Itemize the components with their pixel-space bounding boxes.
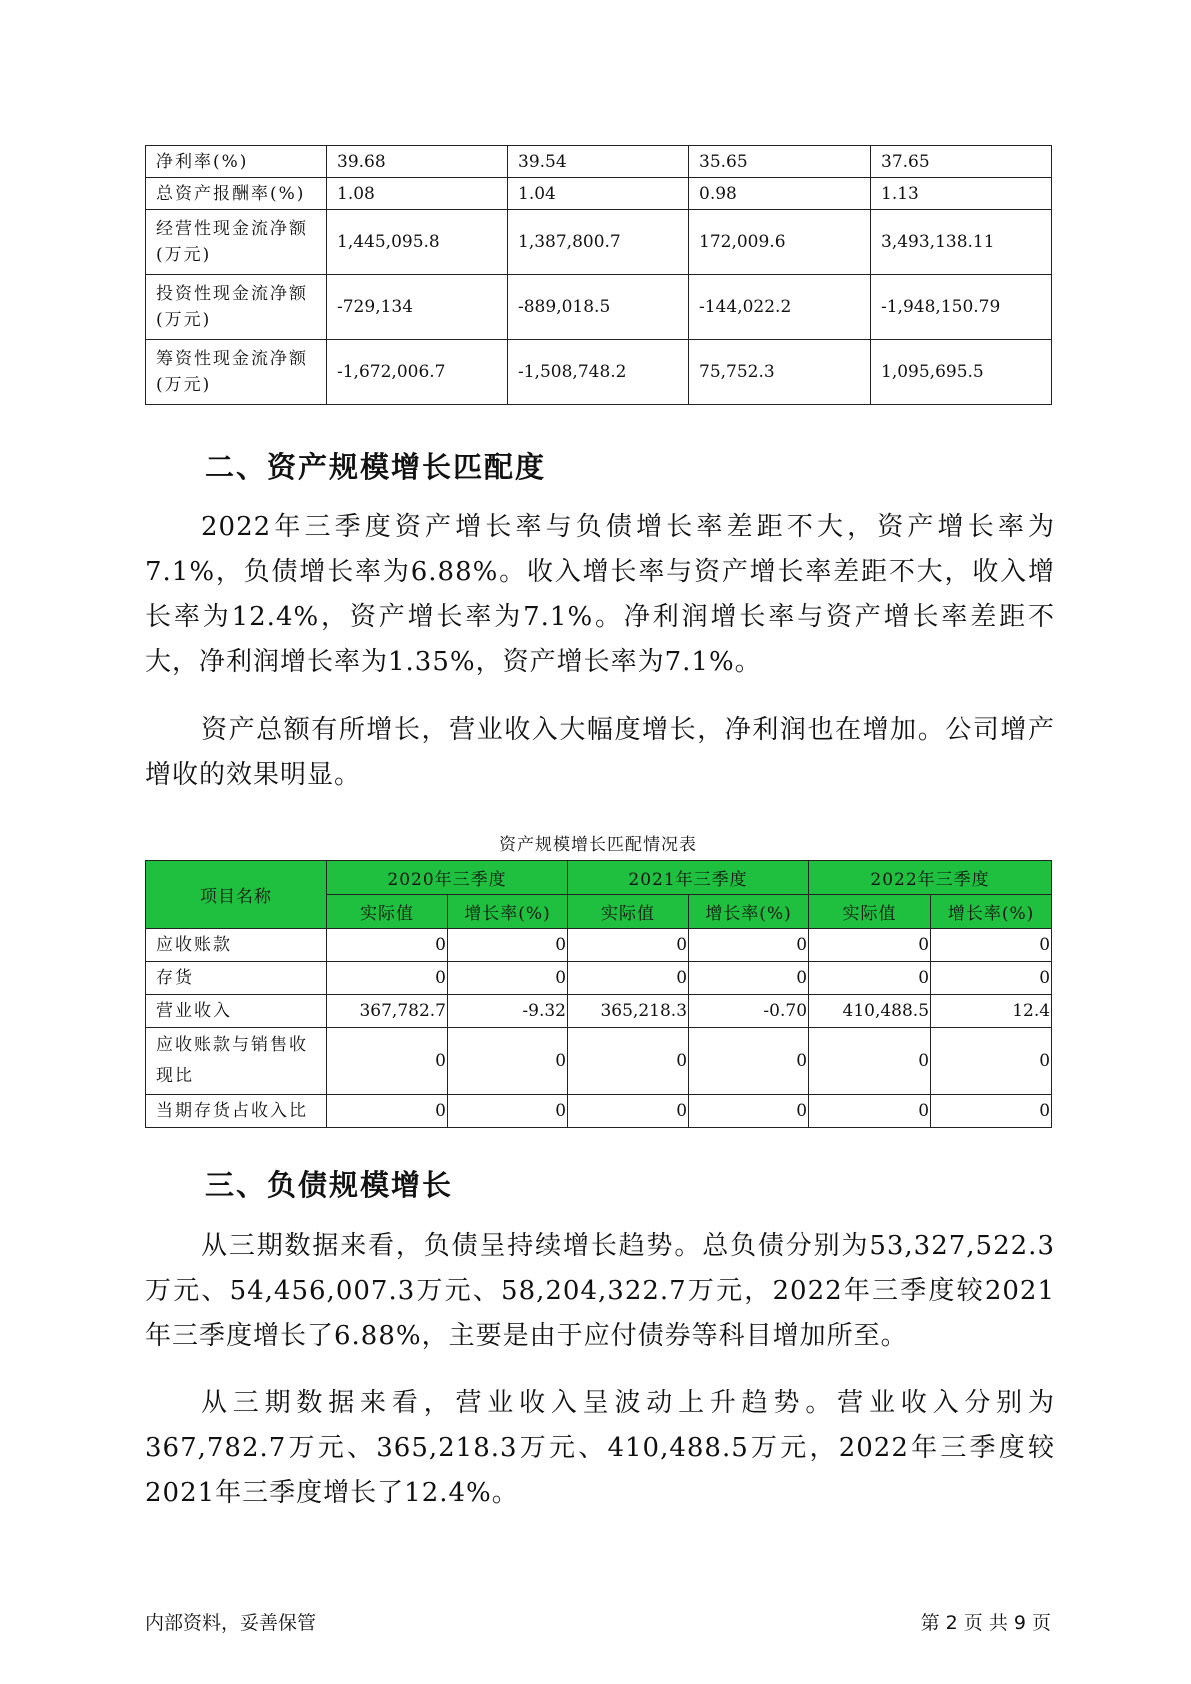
cell-value: 1.04 bbox=[508, 178, 689, 210]
footer-page-number: 第 2 页 共 9 页 bbox=[920, 1612, 1051, 1634]
row-name: 营业收入 bbox=[146, 995, 327, 1028]
cell-value: -9.32 bbox=[448, 995, 568, 1028]
header-growth: 增长率(%) bbox=[448, 895, 568, 929]
table-row bbox=[146, 1095, 1052, 1128]
cell-value: -1,508,748.2 bbox=[508, 340, 689, 405]
table-row bbox=[146, 178, 1052, 210]
row-label: 投资性现金流净额(万元) bbox=[146, 275, 327, 340]
cell-value: 0 bbox=[327, 1095, 448, 1128]
cell-value: 1,387,800.7 bbox=[508, 210, 689, 275]
header-period: 2022年三季度 bbox=[809, 861, 1052, 895]
cell-value: -0.70 bbox=[689, 995, 809, 1028]
table-row bbox=[146, 1028, 1052, 1095]
cell-value: 0 bbox=[568, 1095, 689, 1128]
row-label: 筹资性现金流净额(万元) bbox=[146, 340, 327, 405]
header-actual: 实际值 bbox=[809, 895, 931, 929]
financial-indicators-table bbox=[145, 145, 1052, 405]
header-actual: 实际值 bbox=[568, 895, 689, 929]
cell-value: 0 bbox=[327, 1028, 448, 1095]
header-growth: 增长率(%) bbox=[931, 895, 1052, 929]
cell-value: 0 bbox=[809, 929, 931, 962]
section3-heading: 三、负债规模增长 bbox=[205, 1168, 454, 1202]
cell-value: 172,009.6 bbox=[689, 210, 871, 275]
header-project-name: 项目名称 bbox=[146, 861, 327, 929]
section2-paragraph-1: 2022年三季度资产增长率与负债增长率差距不大，资产增长率为7.1%，负债增长率为6.88%。收入增长率与资产增长率差距不大，收入增长率为12.4%，资产增长率为7.1%。净利润增长率与资产增长率差距不大，净利润增长率为1.35%，资产增长率为7.1%。 bbox=[145, 512, 1055, 677]
header-period: 2020年三季度 bbox=[327, 861, 568, 895]
table-row bbox=[146, 962, 1052, 995]
cell-value: 39.68 bbox=[327, 146, 508, 178]
cell-value: 0 bbox=[931, 1095, 1052, 1128]
cell-value: 0 bbox=[448, 962, 568, 995]
cell-value: 0 bbox=[448, 929, 568, 962]
cell-value: 410,488.5 bbox=[809, 995, 931, 1028]
table-caption: 资产规模增长匹配情况表 bbox=[499, 835, 697, 855]
cell-value: 0 bbox=[689, 1028, 809, 1095]
cell-value: -1,948,150.79 bbox=[871, 275, 1052, 340]
cell-value: 0 bbox=[931, 1028, 1052, 1095]
row-name: 应收账款 bbox=[146, 929, 327, 962]
cell-value: 0 bbox=[809, 962, 931, 995]
table-row bbox=[146, 146, 1052, 178]
table-row bbox=[146, 995, 1052, 1028]
row-name: 应收账款与销售收现比 bbox=[146, 1028, 327, 1095]
section3-paragraph-2: 从三期数据来看，营业收入呈波动上升趋势。营业收入分别为367,782.7万元、365,218.3万元、410,488.5万元，2022年三季度较2021年三季度增长了12.4%。 bbox=[145, 1388, 1055, 1508]
section2-paragraph-2: 资产总额有所增长，营业收入大幅度增长，净利润也在增加。公司增产增收的效果明显。 bbox=[145, 715, 1055, 790]
cell-value: 0 bbox=[327, 962, 448, 995]
table-row bbox=[146, 929, 1052, 962]
cell-value: 367,782.7 bbox=[327, 995, 448, 1028]
header-growth: 增长率(%) bbox=[689, 895, 809, 929]
cell-value: 12.4 bbox=[931, 995, 1052, 1028]
cell-value: 0 bbox=[568, 929, 689, 962]
row-label: 经营性现金流净额(万元) bbox=[146, 210, 327, 275]
cell-value: -144,022.2 bbox=[689, 275, 871, 340]
cell-value: 1,095,695.5 bbox=[871, 340, 1052, 405]
cell-value: 0 bbox=[931, 962, 1052, 995]
cell-value: 3,493,138.11 bbox=[871, 210, 1052, 275]
header-actual: 实际值 bbox=[327, 895, 448, 929]
cell-value: 37.65 bbox=[871, 146, 1052, 178]
header-row bbox=[146, 861, 1052, 895]
cell-value: -1,672,006.7 bbox=[327, 340, 508, 405]
row-label: 总资产报酬率(%) bbox=[146, 178, 327, 210]
cell-value: 0 bbox=[448, 1028, 568, 1095]
section3-paragraph-1: 从三期数据来看，负债呈持续增长趋势。总负债分别为53,327,522.3万元、54,456,007.3万元、58,204,322.7万元，2022年三季度较2021年三季度增长了6.88%，主要是由于应付债券等科目增加所至。 bbox=[145, 1231, 1055, 1351]
cell-value: 0 bbox=[568, 1028, 689, 1095]
cell-value: 75,752.3 bbox=[689, 340, 871, 405]
asset-growth-match-table bbox=[145, 860, 1052, 1128]
table-row bbox=[146, 340, 1052, 405]
cell-value: 0 bbox=[809, 1095, 931, 1128]
cell-value: 365,218.3 bbox=[568, 995, 689, 1028]
cell-value: 35.65 bbox=[689, 146, 871, 178]
cell-value: 1,445,095.8 bbox=[327, 210, 508, 275]
cell-value: 0 bbox=[931, 929, 1052, 962]
footer-confidential-note: 内部资料，妥善保管 bbox=[145, 1612, 317, 1634]
row-label: 净利率(%) bbox=[146, 146, 327, 178]
cell-value: 0 bbox=[689, 929, 809, 962]
cell-value: 0.98 bbox=[689, 178, 871, 210]
cell-value: 1.13 bbox=[871, 178, 1052, 210]
cell-value: 0 bbox=[689, 1095, 809, 1128]
cell-value: 0 bbox=[809, 1028, 931, 1095]
cell-value: 0 bbox=[689, 962, 809, 995]
section2-heading: 二、资产规模增长匹配度 bbox=[205, 450, 547, 484]
cell-value: 1.08 bbox=[327, 178, 508, 210]
cell-value: -729,134 bbox=[327, 275, 508, 340]
row-name: 存货 bbox=[146, 962, 327, 995]
table-row bbox=[146, 210, 1052, 275]
cell-value: 0 bbox=[568, 962, 689, 995]
cell-value: 39.54 bbox=[508, 146, 689, 178]
header-period: 2021年三季度 bbox=[568, 861, 809, 895]
cell-value: 0 bbox=[327, 929, 448, 962]
cell-value: -889,018.5 bbox=[508, 275, 689, 340]
cell-value: 0 bbox=[448, 1095, 568, 1128]
row-name: 当期存货占收入比 bbox=[146, 1095, 327, 1128]
table-row bbox=[146, 275, 1052, 340]
